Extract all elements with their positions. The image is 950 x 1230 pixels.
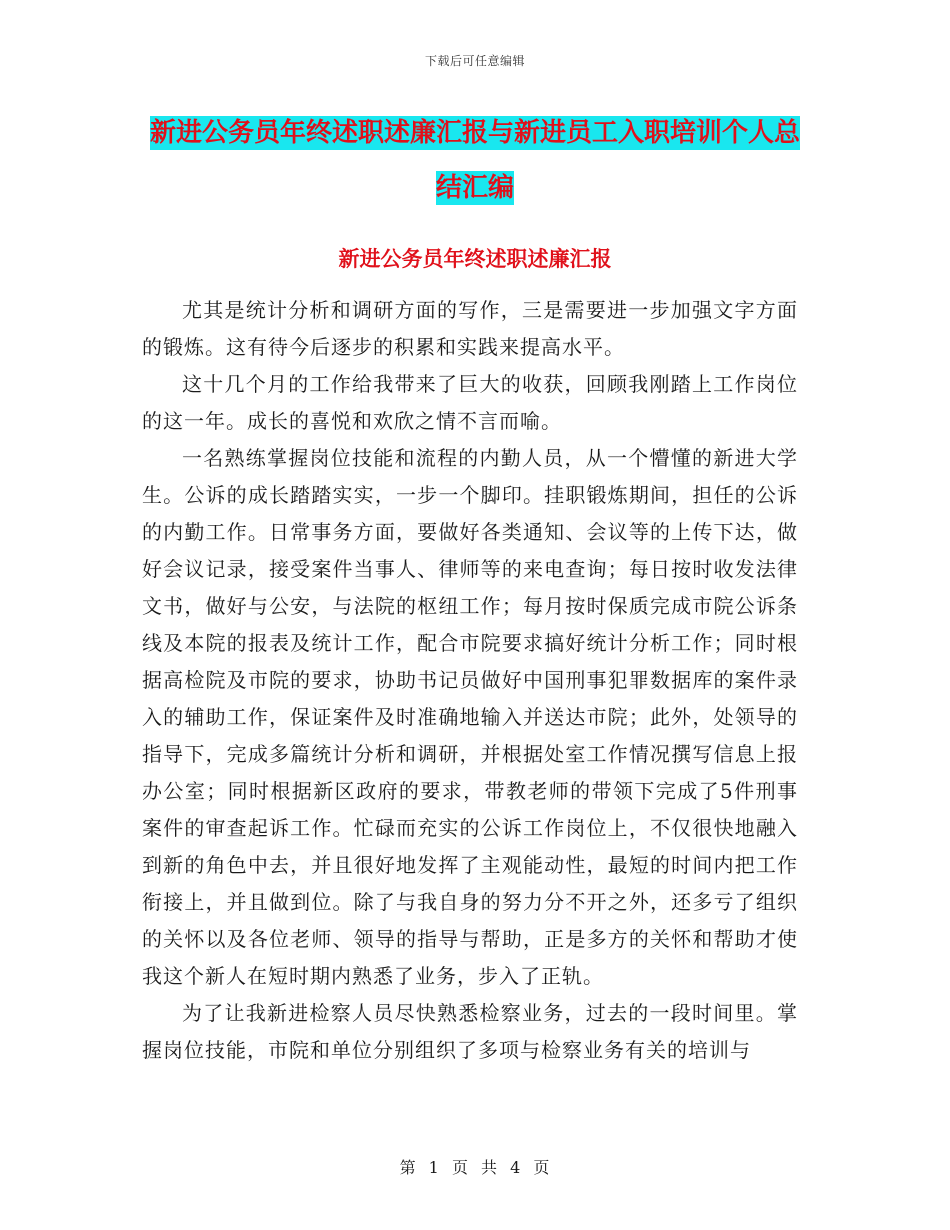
document-title	[150, 106, 800, 216]
page-footer-indicator: 第 1 页 共 4 页	[399, 1158, 551, 1177]
document-title-text: 新进公务员年终述职述廉汇报与新进员工入职培训个人总结汇编	[150, 118, 801, 203]
body-paragraph: 一名熟练掌握岗位技能和流程的内勤人员，从一个懵懂的新进大学生。公诉的成长踏踏实实，一步一个脚印。挂职锻炼期间，担任的公诉的内勤工作。日常事务方面，要做好各类通知、会议等的上传下达，做好会议记录，接受案件当事人、律师等的来电查询；每日按时收发法律文书，做好与公安，与法院的枢纽工作；每月按时保质完成市院公诉条线及本院的报表及统计工作，配合市院要求搞好统计分析工作；同时根据高检院及市院的要求，协助书记员做好中国刑事犯罪数据库的案件录入的辅助工作，保证案件及时准确地输入并送达市院；此外，处领导的指导下，完成多篇统计分析和调研，并根据处室工作情况撰写信息上报办公室；同时根据新区政府的要求，带教老师的带领下完成了5件刑事案件的审查起诉工作。忙碌而充实的公诉工作岗位上，不仅很快地融入到新的角色中去，并且很好地发挥了主观能动性，最短的时间内把工作衔接上，并且做到位。除了与我自身的努力分不开之外，还多亏了组织的关怀以及各位老师、领导的指导与帮助，正是多方的关怀和帮助才使我这个新人在短时期内熟悉了业务，步入了正轨。	[142, 446, 798, 988]
page-header-note: 下载后可任意编辑	[424, 54, 525, 68]
body-paragraph: 为了让我新进检察人员尽快熟悉检察业务，过去的一段时间里。掌握岗位技能，市院和单位分别组织了多项与检察业务有关的培训与	[142, 1001, 798, 1062]
body-paragraph: 尤其是统计分析和调研方面的写作，三是需要进一步加强文字方面的锻炼。这有待今后逐步的积累和实践来提高水平。	[142, 298, 798, 359]
section-title: 新进公务员年终述职述廉汇报	[338, 246, 612, 271]
document-body	[142, 292, 798, 1069]
body-paragraph: 这十几个月的工作给我带来了巨大的收获，回顾我刚踏上工作岗位的这一年。成长的喜悦和欢欣之情不言而喻。	[142, 372, 798, 433]
